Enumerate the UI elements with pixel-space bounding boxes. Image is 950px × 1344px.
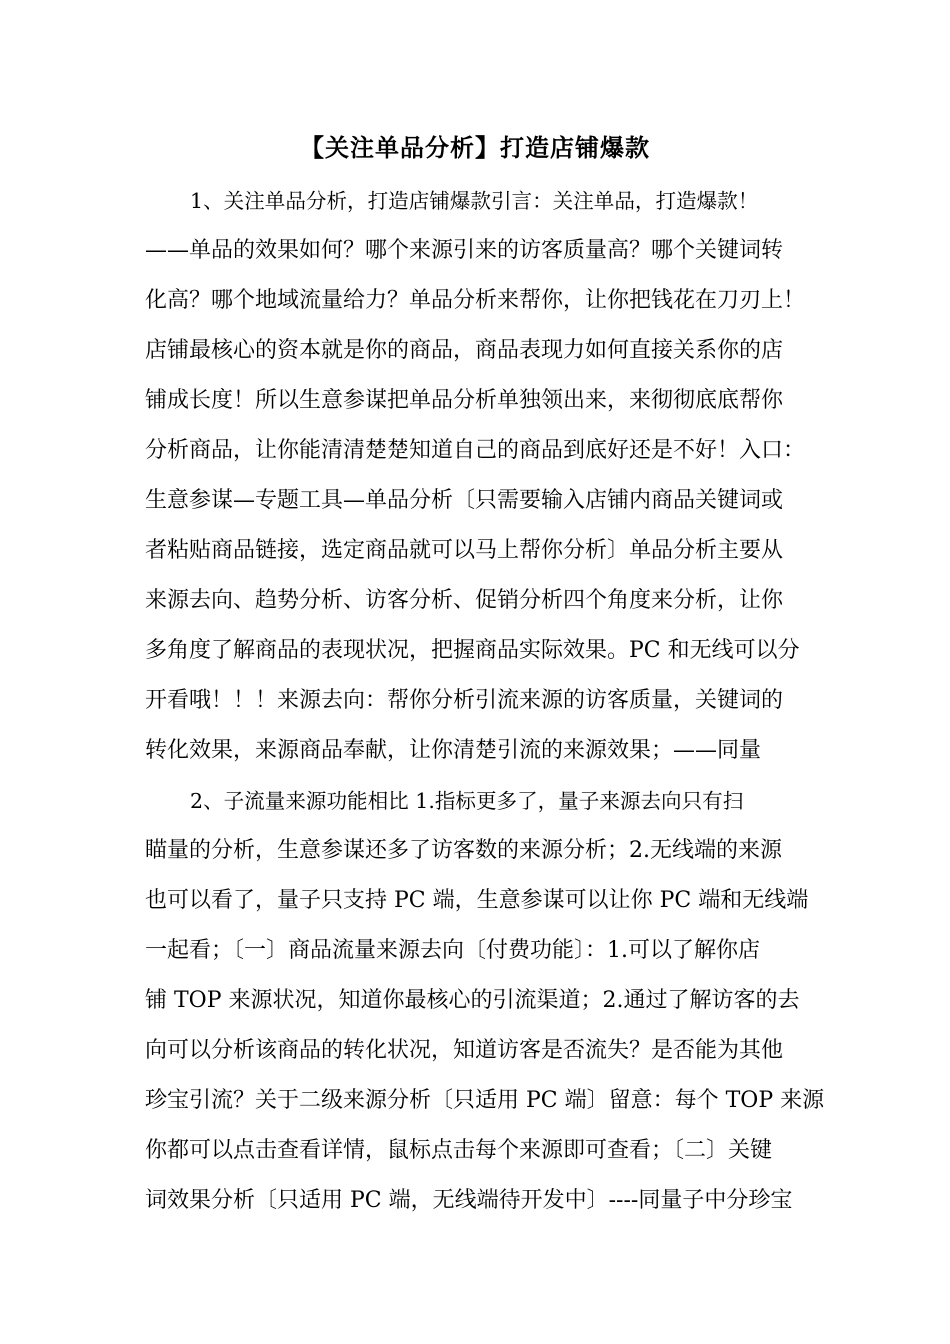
- paragraph-line: 分析商品，让你能清清楚楚知道自己的商品到底好还是不好！入口：: [145, 438, 806, 463]
- paragraph-line: 来源去向、趋势分析、访客分析、促销分析四个角度来分析，让你: [145, 588, 784, 613]
- paragraph-line: 生意参谋—专题工具—单品分析〔只需要输入店铺内商品关键词或: [145, 488, 784, 513]
- paragraph-line: 多角度了解商品的表现状况，把握商品实际效果。PC 和无线可以分: [145, 638, 800, 663]
- paragraph-line: 瞄量的分析，生意参谋还多了访客数的来源分析；2.无线端的来源: [145, 838, 782, 863]
- paragraph-line: 化高？哪个地域流量给力？单品分析来帮你，让你把钱花在刀刃上！: [145, 288, 806, 313]
- paragraph-line: 一起看；〔一〕商品流量来源去向〔付费功能〕：1.可以了解你店: [145, 938, 760, 963]
- paragraph-line: 店铺最核心的资本就是你的商品，商品表现力如何直接关系你的店: [145, 338, 784, 363]
- paragraph-line: 者粘贴商品链接，选定商品就可以马上帮你分析〕单品分析主要从: [145, 538, 784, 563]
- paragraph-line: ——单品的效果如何？哪个来源引来的访客质量高？哪个关键词转: [145, 238, 784, 263]
- paragraph-line: 开看哦！！！来源去向：帮你分析引流来源的访客质量，关键词的: [145, 688, 784, 713]
- paragraph-line: 1、关注单品分析，打造店铺爆款引言：关注单品，打造爆款！: [190, 189, 759, 213]
- paragraph-line: 珍宝引流？关于二级来源分析〔只适用 PC 端〕留意：每个 TOP 来源: [145, 1088, 825, 1113]
- paragraph-line: 向可以分析该商品的转化状况，知道访客是否流失？是否能为其他: [145, 1038, 784, 1063]
- paragraph-line: 2、子流量来源功能相比 1.指标更多了，量子来源去向只有扫: [190, 789, 744, 813]
- document-title: 【关注单品分析】打造店铺爆款: [300, 133, 650, 162]
- paragraph-line: 铺成长度！所以生意参谋把单品分析单独领出来，来彻彻底底帮你: [145, 388, 784, 413]
- paragraph-line: 词效果分析〔只适用 PC 端，无线端待开发中〕----同量子中分珍宝: [145, 1188, 793, 1213]
- paragraph-line: 转化效果，来源商品奉献，让你清楚引流的来源效果；——同量: [145, 738, 762, 763]
- paragraph-line: 铺 TOP 来源状况，知道你最核心的引流渠道；2.通过了解访客的去: [145, 988, 800, 1013]
- paragraph-line: 你都可以点击查看详情，鼠标点击每个来源即可查看；〔二〕关键: [145, 1138, 773, 1163]
- paragraph-line: 也可以看了，量子只支持 PC 端，生意参谋可以让你 PC 端和无线端: [145, 888, 809, 913]
